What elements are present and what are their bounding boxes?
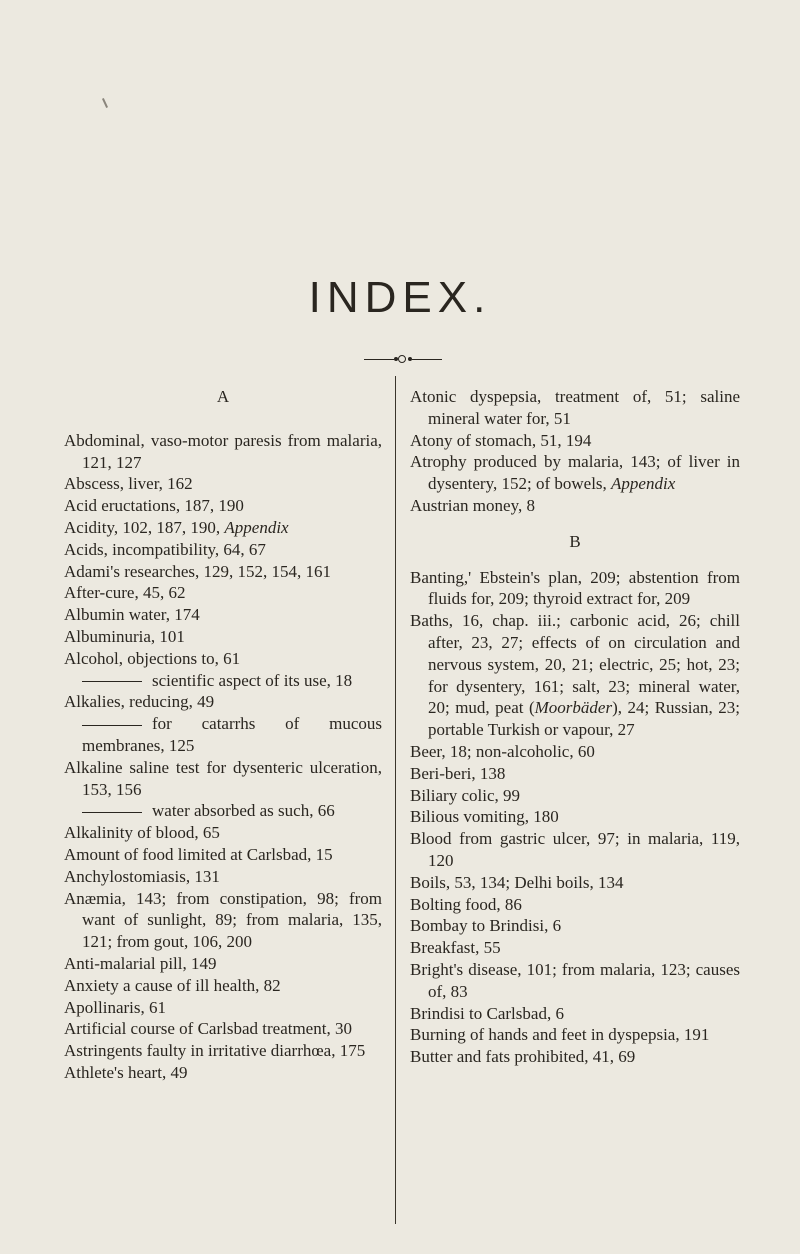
index-entry: Amount of food limited at Carlsbad, 15 — [64, 844, 333, 864]
index-entry: Austrian money, 8 — [410, 495, 535, 515]
index-entry: Athlete's heart, 49 — [64, 1062, 188, 1082]
index-entry: Beer, 18; non-alcoholic, 60 — [410, 741, 595, 761]
index-entry: Atrophy produced by malaria, 143; of liver in dysentery, 152; of bowels, Appendix — [410, 452, 740, 494]
italic-appendix: Appendix — [224, 517, 289, 537]
index-entry: Baths, 16, chap. iii.; carbonic acid, 26; chill after, 23, 27; effects of on circulation and nervous system, 20, 21; electric, 25; hot, 23; for dysentery, 161; salt, 23; mineral water, 20; mud, peat (Moorbäder), 24; Russian, 23; portable Turkish or vapour, 27 — [410, 611, 741, 740]
index-entry: Artificial course of Carlsbad treatment, 30 — [64, 1019, 352, 1039]
index-subentry: scientific aspect of its use, 18 — [64, 670, 382, 692]
index-entry: Banting,' Ebstein's plan, 209; abstention from fluids for, 209; thyroid extract for, 209 — [410, 567, 740, 609]
index-entry: Abdominal, vaso-motor paresis from malaria, 121, 127 — [64, 430, 382, 472]
index-entry: Atony of stomach, 51, 194 — [410, 430, 592, 450]
index-entry: Acidity, 102, 187, 190, Appendix — [64, 517, 289, 537]
index-entry: Boils, 53, 134; Delhi boils, 134 — [410, 872, 624, 892]
index-entry: Alkaline saline test for dysenteric ulceration, 153, 156 — [64, 757, 382, 799]
index-entry: Beri-beri, 138 — [410, 763, 506, 783]
index-entry: Acid eructations, 187, 190 — [64, 496, 244, 516]
index-entry: Albumin water, 174 — [64, 605, 200, 625]
index-subentry: for catarrhs of mucous membranes, 125 — [82, 714, 382, 755]
index-entry: Blood from gastric ulcer, 97; in malaria, 119, 120 — [410, 829, 740, 870]
index-entry: Biliary colic, 99 — [410, 785, 521, 805]
index-entry: Alkalinity of blood, 65 — [64, 823, 220, 843]
left-column — [64, 386, 382, 1084]
index-entry: Adami's researches, 129, 152, 154, 161 — [64, 561, 331, 581]
index-entry: Alcohol, objections to, 61 — [64, 648, 241, 668]
section-letter-a: A — [216, 387, 230, 406]
column-divider — [395, 376, 396, 1224]
index-entry: Brindisi to Carlsbad, 6 — [410, 1003, 564, 1023]
index-entry: Butter and fats prohibited, 41, 69 — [410, 1047, 636, 1067]
italic-appendix: Appendix — [611, 474, 676, 494]
index-entry: Bilious vomiting, 180 — [410, 807, 559, 827]
index-entry: Burning of hands and feet in dyspepsia, 191 — [410, 1025, 710, 1045]
index-entry: Anti-malarial pill, 149 — [64, 953, 217, 973]
right-column — [410, 386, 740, 1068]
index-entry: Bombay to Brindisi, 6 — [410, 916, 562, 936]
index-entry: Astringents faulty in irritative diarrhœa, 175 — [64, 1041, 366, 1061]
index-entry: Anxiety a cause of ill health, 82 — [64, 975, 281, 995]
index-entry: Alkalies, reducing, 49 — [64, 692, 215, 712]
index-entry: Atonic dyspepsia, treatment of, 51; saline mineral water for, 51 — [410, 387, 740, 428]
stray-mark — [102, 98, 108, 108]
index-entry: Apollinaris, 61 — [64, 997, 166, 1017]
index-entry: Bright's disease, 101; from malaria, 123; causes of, 83 — [410, 959, 740, 1001]
index-entry: Anchylostomiasis, 131 — [64, 866, 220, 886]
index-entry: After-cure, 45, 62 — [64, 583, 186, 603]
index-entry: Albuminuria, 101 — [64, 626, 185, 646]
page-title: INDEX. — [308, 273, 492, 322]
index-entry: Anæmia, 143; from constipation, 98; from want of sunlight, 89; from malaria, 135, 121; from gout, 106, 200 — [64, 888, 382, 952]
index-subentry: water absorbed as such, 66 — [64, 800, 382, 822]
index-entry: Bolting food, 86 — [410, 894, 522, 914]
index-entry: Acids, incompatibility, 64, 67 — [64, 539, 266, 559]
ditto-dash — [82, 812, 142, 813]
section-letter-b: B — [569, 531, 581, 551]
title-ornament — [364, 354, 442, 366]
italic-moorbader: Moorbäder — [534, 698, 613, 718]
index-entry: Breakfast, 55 — [410, 938, 501, 958]
ditto-dash — [82, 681, 142, 682]
index-entry: Abscess, liver, 162 — [64, 474, 193, 494]
ditto-dash — [82, 725, 142, 726]
